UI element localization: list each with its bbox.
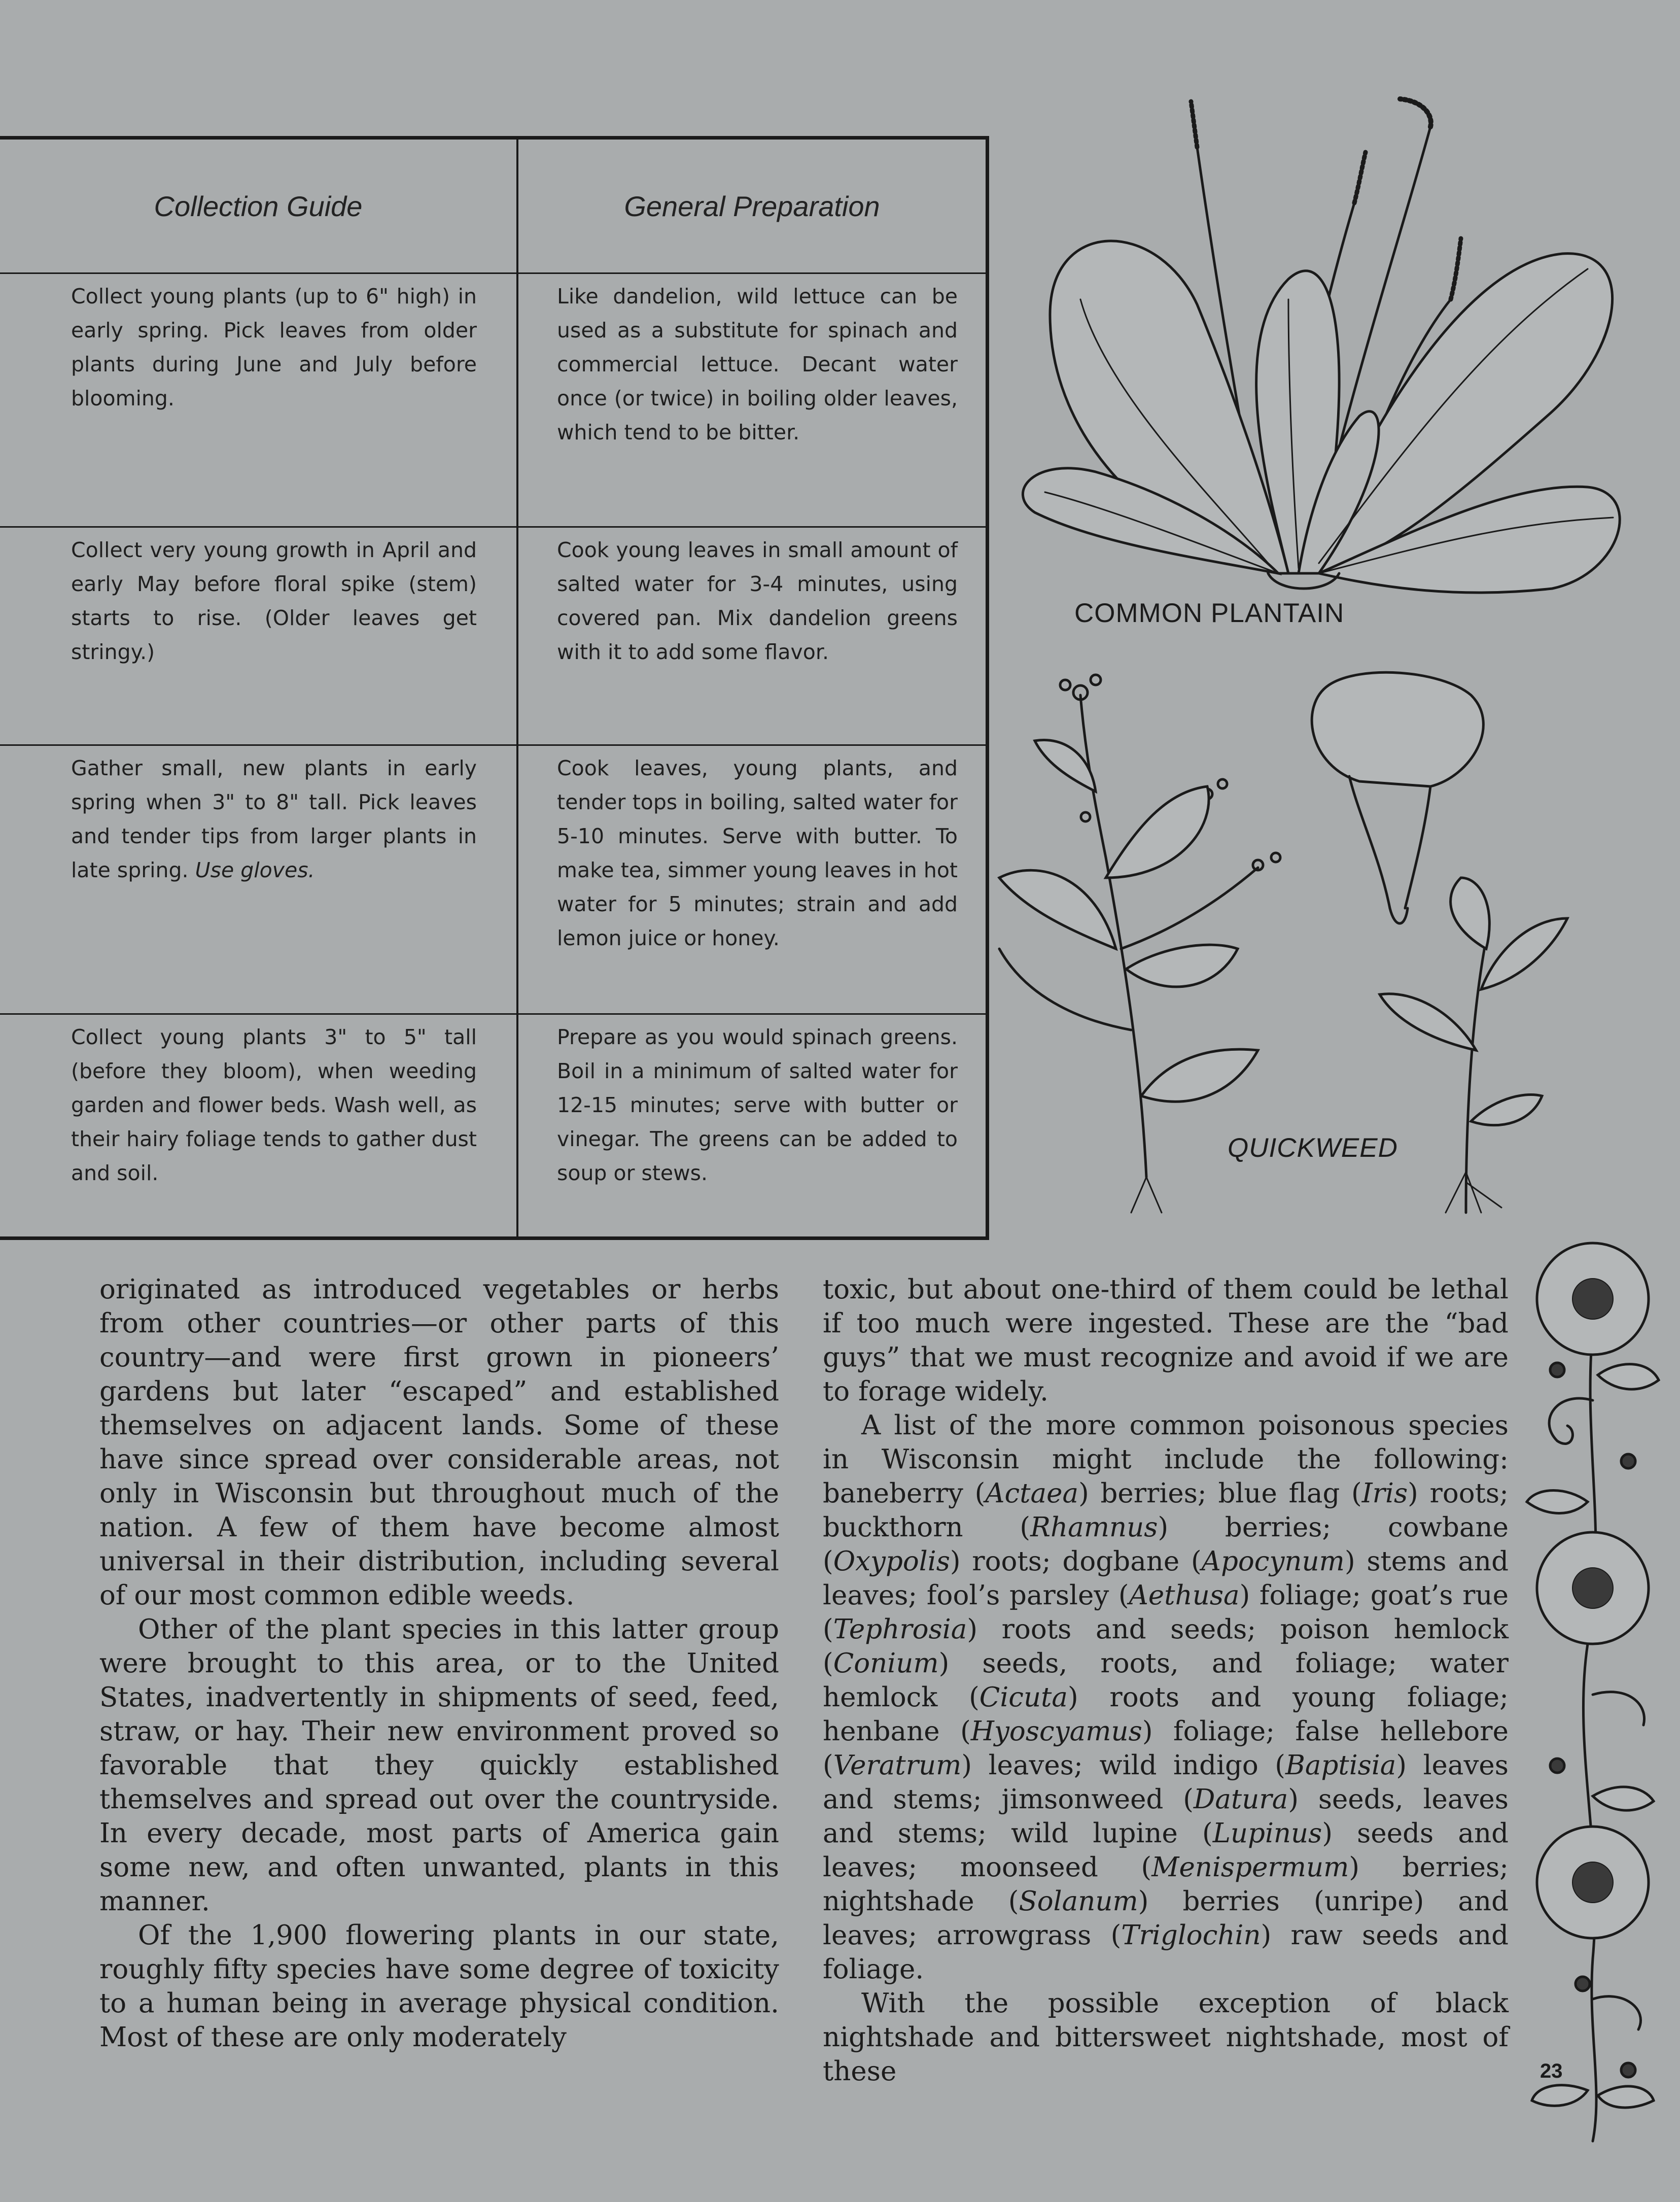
body-column-right	[823, 1272, 1509, 2088]
species-genus-name: Rhamnus	[1030, 1512, 1158, 1543]
collection-text: Gather small, new plants in early spring when 3" to 8" tall. Pick leaves and tender tips from larger plants in late spring.	[71, 756, 477, 882]
species-genus-name: Triglochin	[1121, 1920, 1261, 1951]
table-cell-collection: Collect young plants 3" to 5" tall (before they bloom), when weeding garden and flower beds. Wash well, as their hairy foliage tends to gather dust and soil.	[71, 1025, 477, 1185]
species-common-name: buckthorn (	[823, 1512, 1031, 1543]
table-row-divider	[0, 272, 986, 274]
species-common-name: wild indigo (	[1099, 1750, 1285, 1781]
column-divider	[516, 140, 518, 1236]
poisonous-species-paragraph	[823, 1408, 1509, 1986]
species-parts: ) roots and young foliage;	[1068, 1682, 1509, 1713]
species-genus-name: Baptisia	[1285, 1750, 1396, 1781]
edible-plants-table	[0, 136, 989, 1240]
species-parts: ) leaves;	[961, 1750, 1100, 1781]
species-common-name: dogbane (	[1062, 1546, 1202, 1577]
use-gloves-note: Use gloves.	[195, 858, 315, 882]
table-cell-preparation: Prepare as you would spinach greens. Boil in a minimum of salted water for 12-15 minutes; serve with butter or vinegar. The greens can be added to soup or stews.	[557, 1025, 958, 1185]
table-row-divider	[0, 1013, 986, 1015]
species-common-name: poison hemlock (	[823, 1614, 1509, 1679]
quickweed-caption: QUICKWEED	[1228, 1133, 1398, 1163]
species-parts: ) seeds, roots, and foliage;	[938, 1648, 1430, 1679]
species-genus-name: Apocynum	[1201, 1546, 1345, 1577]
species-parts: ) seeds, leaves and stems;	[823, 1784, 1509, 1849]
species-parts: ) leaves and stems;	[823, 1750, 1509, 1815]
species-parts: ) berries;	[1349, 1852, 1509, 1883]
species-genus-name: Datura	[1193, 1784, 1288, 1815]
species-parts: ) roots and seeds;	[967, 1614, 1280, 1645]
species-genus-name: Menispermum	[1151, 1852, 1349, 1883]
flower-vine-decoration	[1517, 1238, 1669, 2146]
paragraph: Of the 1,900 flowering plants in our state, roughly fifty species have some degree of toxicity to a human being in average physical condition. Most of these are only moderately	[99, 1920, 779, 2053]
species-common-name: jimsonweed (	[1001, 1784, 1194, 1815]
body-column-left	[99, 1272, 779, 2054]
common-plantain-caption: COMMON PLANTAIN	[1074, 598, 1345, 628]
species-common-name: baneberry (	[823, 1478, 986, 1509]
species-common-name: blue flag (	[1218, 1478, 1362, 1509]
species-common-name: henbane (	[823, 1716, 971, 1747]
header-collection-guide: Collection Guide	[154, 190, 363, 222]
table-cell-collection	[71, 751, 477, 887]
common-plantain-illustration	[1004, 86, 1643, 599]
paragraph-intro: A list of the more common poisonous species in Wisconsin might include the following:	[823, 1410, 1509, 1475]
table-cell-preparation: Cook young leaves in small amount of salted water for 3-4 minutes, using covered pan. Mix dandelion greens with it to add some flavor.	[557, 538, 958, 664]
species-parts: ) berries (unripe) and leaves;	[823, 1886, 1509, 1951]
species-genus-name: Solanum	[1019, 1886, 1138, 1917]
species-parts: ) seeds and leaves;	[823, 1818, 1509, 1883]
species-parts: ) raw seeds and foliage.	[823, 1920, 1509, 1985]
table-cell-collection: Collect very young growth in April and early May before floral spike (stem) starts to rise. (Older leaves get stringy.)	[71, 538, 477, 664]
species-common-name: goat’s rue (	[823, 1580, 1509, 1645]
page-number: 23	[1540, 2060, 1563, 2082]
species-parts: ) roots;	[1408, 1478, 1509, 1509]
species-genus-name: Conium	[833, 1648, 939, 1679]
table-cell-collection: Collect young plants (up to 6" high) in early spring. Pick leaves from older plants during June and July before blooming.	[71, 284, 477, 410]
species-parts: ) roots;	[950, 1546, 1063, 1577]
paragraph: With the possible exception of black nightshade and bittersweet nightshade, most of these	[823, 1988, 1509, 2087]
species-common-name: nightshade (	[823, 1886, 1019, 1917]
species-parts: ) stems and leaves;	[823, 1546, 1509, 1611]
paragraph: toxic, but about one-third of them could be lethal if too much were ingested. These are the “bad guys” that we must recognize and avoid if we are to forage widely.	[823, 1274, 1509, 1407]
species-genus-name: Tephrosia	[833, 1614, 967, 1645]
species-genus-name: Oxypolis	[833, 1546, 950, 1577]
species-genus-name: Aethusa	[1129, 1580, 1240, 1611]
table-row-divider	[0, 744, 986, 746]
species-parts: ) berries;	[1158, 1512, 1388, 1543]
species-common-name: fool’s parsley (	[926, 1580, 1129, 1611]
species-common-name: wild lupine (	[1011, 1818, 1213, 1849]
species-genus-name: Lupinus	[1212, 1818, 1322, 1849]
table-cell-preparation: Like dandelion, wild lettuce can be used as a substitute for spinach and commercial lettuce. Decant water once (or twice) in boiling older leaves, which tend to be bitter.	[557, 284, 958, 444]
species-parts: ) foliage;	[1239, 1580, 1371, 1611]
species-common-name: arrowgrass (	[936, 1920, 1122, 1951]
paragraph: originated as introduced vegetables or herbs from other countries—or other parts of this country—and were first grown in pioneers’ gardens but later “escaped” and established themselves on adjacent lands. Some of these have since spread over considerable areas, not only in Wisconsin but throughout much of the nation. A few of them have become almost universal in their distribution, including several of our most common edible weeds.	[99, 1274, 779, 1611]
header-general-preparation: General Preparation	[624, 190, 880, 222]
paragraph: Other of the plant species in this latter group were brought to this area, or to the United States, inadvertently in shipments of seed, feed, straw, or hay. Their new environment proved so favorable that they quickly established themselves and spread out over the countryside. In every decade, most parts of America gain some new, and often unwanted, plants in this manner.	[99, 1614, 779, 1917]
species-genus-name: Actaea	[985, 1478, 1079, 1509]
species-genus-name: Hyoscyamus	[970, 1716, 1142, 1747]
table-row-divider	[0, 526, 986, 528]
table-cell-preparation: Cook leaves, young plants, and tender tops in boiling, salted water for 5-10 minutes. Serve with butter. To make tea, simmer young leaves in hot water for 5 minutes; strain and add lemon juice or honey.	[557, 756, 958, 950]
species-common-name: cowbane (	[823, 1512, 1509, 1577]
species-parts: ) berries;	[1078, 1478, 1218, 1509]
species-genus-name: Iris	[1361, 1478, 1408, 1509]
species-common-name: water hemlock (	[823, 1648, 1509, 1713]
species-common-name: moonseed (	[960, 1852, 1152, 1883]
species-parts: ) foliage;	[1142, 1716, 1296, 1747]
species-genus-name: Cicuta	[979, 1682, 1068, 1713]
species-genus-name: Veratrum	[833, 1750, 962, 1781]
species-common-name: false hellebore (	[823, 1716, 1509, 1781]
